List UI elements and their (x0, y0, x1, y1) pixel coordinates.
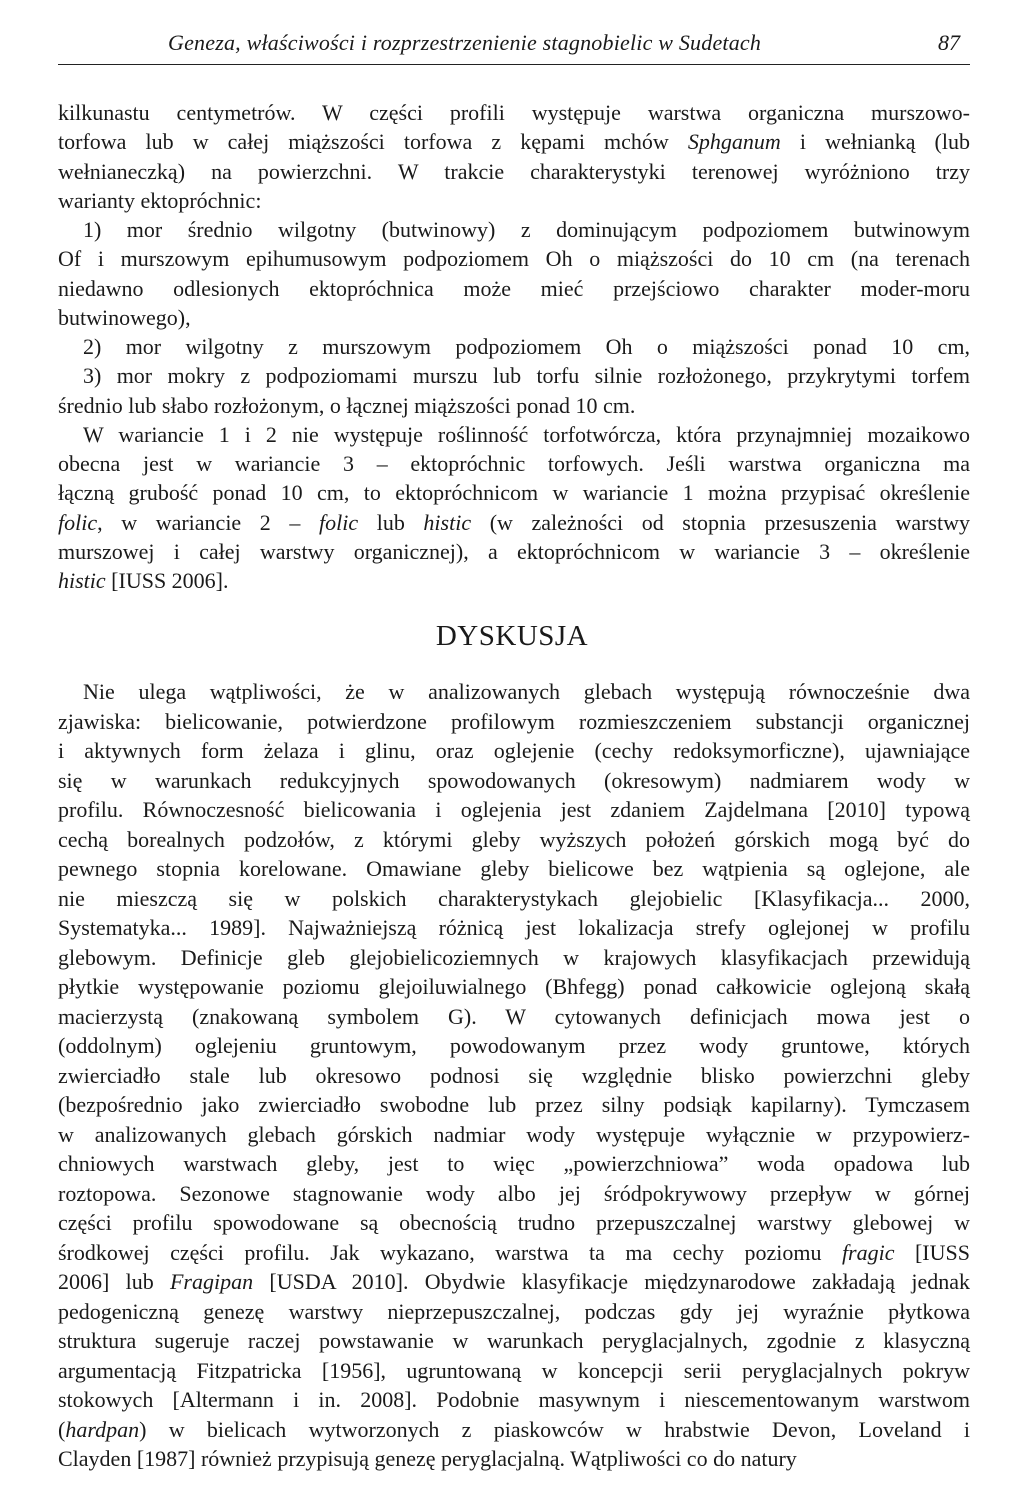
text-line (58, 449, 970, 479)
text-run: lub (358, 509, 424, 535)
text-run: pedogeniczną genezę warstwy nieprzepuszczalnej, podczas gdy jej wyraźnie płytkowa (58, 1298, 970, 1324)
text-line (58, 186, 970, 216)
text-run: (bezpośrednio jako zwierciadło swobodne lub przez silny podsiąk kapilarny). Tymczasem (58, 1092, 970, 1117)
text-line (58, 303, 970, 333)
text-run: średnio lub słabo rozłożonym, o łącznej miąższości ponad 10 cm. (58, 392, 636, 418)
text-run: nie mieszczą się w polskich charakterystykach glejobielic [Klasyfikacja... 2000, (58, 885, 970, 911)
section-heading: DYSKUSJA (435, 620, 589, 652)
text-run: obecna jest w wariancie 3 – ektopróchnic torfowych. Jeśli warstwa organiczna ma (58, 451, 970, 476)
text-run: (oddolnym) oglejeniu gruntowym, powodowanym przez wody gruntowe, których (58, 1033, 970, 1058)
text-line (58, 1297, 970, 1327)
text-run: w analizowanych glebach górskich nadmiar wody występuje wyłącznie w przypowierz- (58, 1121, 970, 1147)
text-line (58, 736, 970, 766)
text-run: [IUSS 2006]. (105, 568, 229, 593)
text-line (83, 361, 970, 391)
text-run: profilu. Równoczesność bielicowania i oglejenia jest zdaniem Zajdelmana [2010] typową (58, 797, 970, 822)
text-run: środkowej części profilu. Jak wykazano, warstwa ta ma cechy poziomu (58, 1239, 842, 1265)
text-run: i aktywnych form żelaza i glinu, oraz oglejenie (cechy redoksymorficzne), ujawniające (58, 738, 970, 763)
italic-term: folic (319, 509, 359, 535)
running-header-title: Geneza, właściwości i rozprzestrzenienie stagnobielic w Sudetach (168, 30, 762, 55)
text-run: (w zależności od stopnia przesuszenia warstwy (471, 509, 970, 535)
text-line (58, 1238, 970, 1268)
text-run: chniowych warstwach gleby, jest to więc „powierzchniowa” woda opadowa lub (58, 1151, 970, 1176)
text-run: ( (58, 1416, 66, 1442)
text-line (58, 972, 970, 1002)
text-run: butwinowego), (58, 304, 191, 330)
text-line (58, 157, 970, 187)
text-line (58, 1385, 970, 1415)
text-run: ) w bielicach wytworzonych z piaskowców w hrabstwie Devon, Loveland i (139, 1416, 970, 1442)
text-run: macierzystą (znakowaną symbolem G). W cytowanych definicjach mowa jest o (58, 1003, 970, 1029)
text-run: torfowa lub w całej miąższości torfowa z kępami mchów (58, 129, 688, 155)
text-line (58, 825, 970, 855)
text-run: murszowej i całej warstwy organicznej), a ektopróchnicom w wariancie 3 – określenie (58, 538, 970, 564)
text-run: zjawiska: bielicowanie, potwierdzone profilowym rozmieszczeniem substancji organicznej (58, 708, 970, 734)
text-line (58, 127, 970, 157)
text-run: Nie ulega wątpliwości, że w analizowanych glebach występują równocześnie dwa (83, 679, 970, 704)
text-line (58, 1149, 970, 1179)
text-line (58, 391, 970, 421)
text-run: części profilu spowodowane są obecnością trudno przepuszczalnej warstwy glebowej w (58, 1210, 970, 1235)
text-line (58, 1061, 970, 1091)
text-line (58, 1002, 970, 1032)
text-line (58, 913, 970, 943)
text-run: glebowym. Definicje gleb glejobielicoziemnych w krajowych klasyfikacjach przewidują (58, 944, 970, 970)
text-run: Clayden [1987] również przypisują genezę peryglacjalną. Wątpliwości co do natury (58, 1446, 797, 1471)
text-run: Of i murszowym epihumusowym podpoziomem Oh o miąższości do 10 cm (na terenach (58, 246, 970, 272)
text-line (83, 215, 970, 245)
text-line (58, 1120, 970, 1150)
text-line (58, 795, 970, 825)
text-run: [USDA 2010]. Obydwie klasyfikacje międzynarodowe zakładają jednak (253, 1269, 970, 1294)
italic-term: histic (58, 568, 106, 593)
italic-term: hardpan (65, 1416, 140, 1442)
text-line (83, 420, 970, 450)
italic-term: Sphganum (687, 129, 781, 155)
text-line (58, 943, 970, 973)
text-line (58, 1179, 970, 1209)
text-run: cechą borealnych podzołów, z którymi gleby wyższych położeń górskich mogą być do (58, 826, 970, 852)
text-run: niedawno odlesionych ektopróchnica może mieć przejściowo charakter moder-moru (58, 275, 970, 301)
text-line (58, 244, 970, 274)
text-run: się w warunkach redukcyjnych spowodowanych (okresowym) nadmiarem wody w (58, 767, 970, 793)
text-line (58, 1267, 970, 1297)
text-run: kilkunastu centymetrów. W części profili występuje warstwa organiczna murszowo- (58, 100, 970, 125)
text-run: 3) mor mokry z podpoziomami murszu lub torfu silnie rozłożonego, przykrytymi torfem (83, 363, 970, 389)
text-line (83, 332, 970, 362)
text-line (58, 566, 970, 596)
italic-term: Fragipan (169, 1269, 254, 1294)
text-run: wełnianeczką) na powierzchni. W trakcie charakterystyki terenowej wyróżniono trzy (58, 158, 970, 184)
text-run: W wariancie 1 i 2 nie występuje roślinność torfotwórcza, która przynajmniej mozaikowo (83, 421, 970, 447)
text-run: łączną grubość ponad 10 cm, to ektopróchnicom w wariancie 1 można przypisać określenie (58, 480, 970, 506)
text-line (58, 274, 970, 304)
text-line (58, 1031, 970, 1061)
text-run: zwierciadło stale lub okresowo podnosi się względnie blisko powierzchni gleby (58, 1062, 970, 1088)
text-run: roztopowa. Sezonowe stagnowanie wody albo jej śródpokrywowy przepływ w górnej (58, 1180, 970, 1206)
text-run: Systematyka... 1989]. Najważniejszą różnicą jest lokalizacja strefy oglejonej w profilu (58, 915, 970, 940)
text-run: stokowych [Altermann i in. 2008]. Podobnie masywnym i niescementowanym warstwom (58, 1387, 970, 1412)
text-line (58, 478, 970, 508)
text-line (58, 537, 970, 567)
page-number: 87 (938, 30, 960, 55)
text-line (58, 1356, 970, 1386)
text-run: i wełnianką (lub (780, 129, 970, 155)
text-line (58, 1444, 970, 1474)
text-line (58, 1326, 970, 1356)
text-line (58, 707, 970, 737)
text-line (58, 766, 970, 796)
text-run: 2) mor wilgotny z murszowym podpoziomem Oh o miąższości ponad 10 cm, (83, 334, 970, 359)
text-line (58, 1090, 970, 1120)
text-line (83, 677, 970, 707)
text-run: płytkie występowanie poziomu glejoiluwialnego (Bhfegg) ponad całkowicie oglejoną skałą (58, 974, 970, 999)
text-run: , w wariancie 2 – (97, 509, 319, 535)
text-run: 2006] lub (58, 1269, 170, 1294)
text-run: argumentacją Fitzpatricka [1956], ugruntowaną w koncepcji serii peryglacjalnych pokryw (58, 1357, 970, 1383)
text-run: 1) mor średnio wilgotny (butwinowy) z dominującym podpoziomem butwinowym (83, 217, 970, 242)
text-line (58, 884, 970, 914)
text-line (58, 98, 970, 128)
text-run: pewnego stopnia korelowane. Omawiane gleby bielicowe bez wątpienia są oglejone, ale (58, 856, 970, 881)
italic-term: histic (423, 509, 472, 535)
italic-term: folic (58, 509, 98, 535)
header-rule (58, 64, 970, 65)
text-line (58, 1415, 970, 1445)
text-run: [IUSS (894, 1239, 970, 1265)
text-line (58, 1208, 970, 1238)
text-run: warianty ektopróchnic: (58, 187, 262, 213)
text-line (58, 508, 970, 538)
text-run: struktura sugeruje raczej powstawanie w warunkach peryglacjalnych, zgodnie z klasyczną (58, 1328, 970, 1353)
text-line (58, 854, 970, 884)
italic-term: fragic (841, 1239, 895, 1265)
